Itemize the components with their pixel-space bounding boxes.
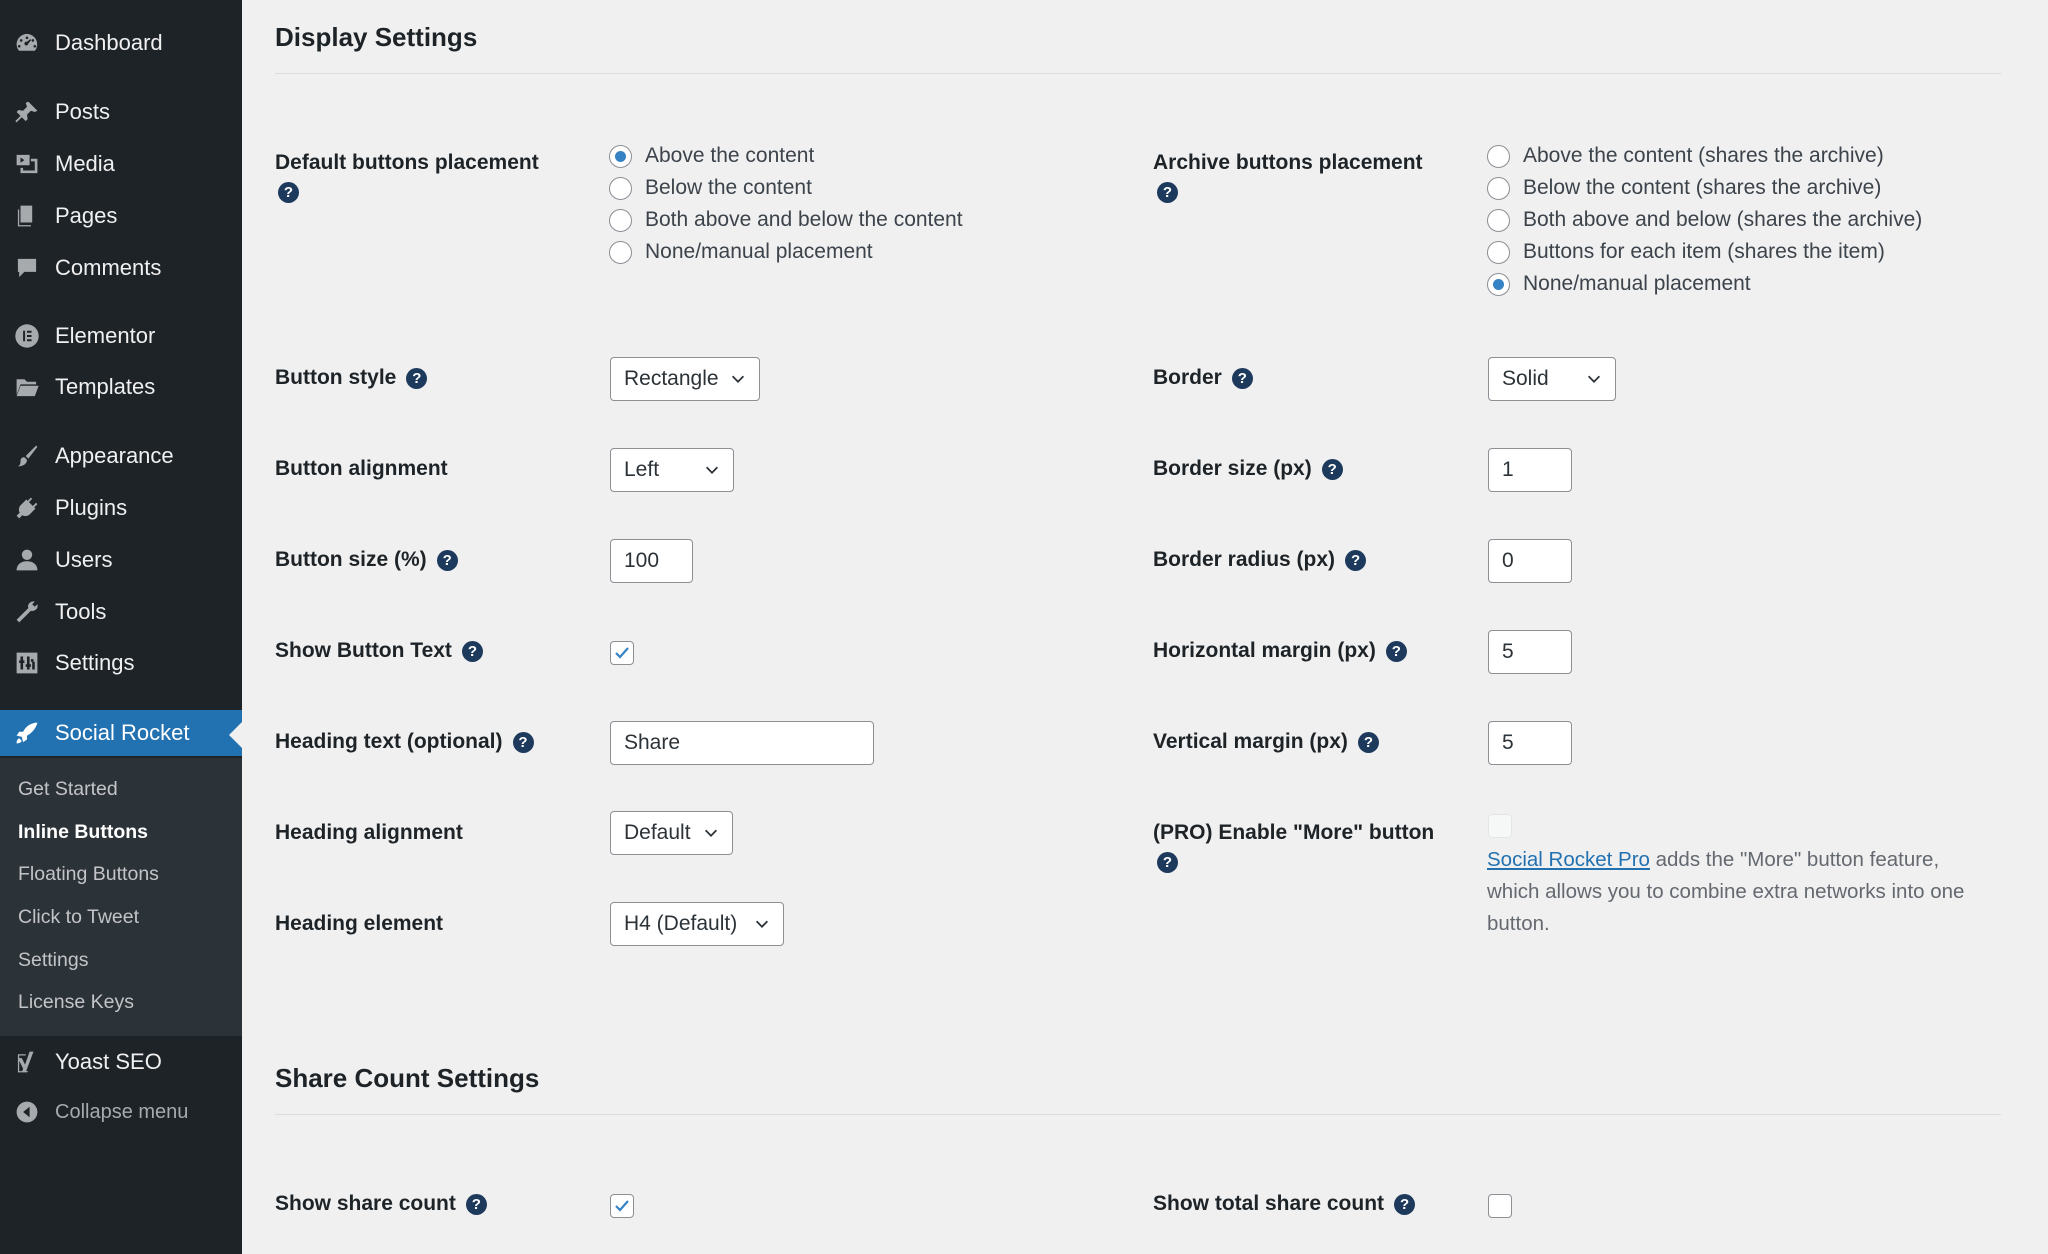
label-text: Heading text (optional) bbox=[275, 730, 503, 753]
submenu-get-started[interactable]: Get Started bbox=[18, 778, 118, 800]
border-size-label bbox=[1153, 457, 1343, 481]
submenu-settings[interactable]: Settings bbox=[18, 949, 89, 971]
sidebar-item-label: Posts bbox=[55, 99, 111, 124]
select-value: Default bbox=[624, 821, 691, 844]
border-radius-input[interactable] bbox=[1488, 539, 1572, 583]
horizontal-margin-label bbox=[1153, 639, 1407, 663]
label-text: Heading element bbox=[275, 912, 444, 935]
label-text: Horizontal margin (px) bbox=[1153, 639, 1376, 662]
show-total-share-count-label bbox=[1153, 1192, 1415, 1216]
media-icon bbox=[13, 150, 41, 178]
main-content bbox=[275, 0, 2048, 1254]
select-value: Left bbox=[624, 458, 660, 481]
sidebar-item-users[interactable] bbox=[0, 538, 242, 582]
label-text: Show Button Text bbox=[275, 639, 452, 662]
section-title-share-count: Share Count Settings bbox=[275, 1063, 540, 1093]
sidebar-item-label: Social Rocket bbox=[55, 720, 190, 745]
sidebar-item-label: Plugins bbox=[55, 495, 128, 520]
sidebar-item-plugins[interactable] bbox=[0, 486, 242, 530]
radio-label: Above the content bbox=[645, 144, 815, 167]
show-button-text-label bbox=[275, 639, 483, 663]
wrench-icon bbox=[13, 598, 41, 626]
label-text: Button style bbox=[275, 366, 397, 389]
section-divider bbox=[275, 1114, 2001, 1115]
social-rocket-pro-link[interactable]: Social Rocket Pro bbox=[1487, 848, 1650, 871]
show-share-count-label bbox=[275, 1192, 487, 1216]
heading-text-input[interactable] bbox=[610, 721, 874, 765]
collapse-icon bbox=[13, 1098, 41, 1126]
sidebar-item-label: Templates bbox=[55, 374, 156, 399]
sidebar-item-label: Pages bbox=[55, 203, 118, 228]
radio-label: None/manual placement bbox=[1523, 272, 1751, 295]
sidebar-item-label: Yoast SEO bbox=[55, 1049, 162, 1074]
vertical-margin-label bbox=[1153, 730, 1379, 754]
pro-description-text: adds the "More" button feature, which allows you to combine extra networks into one button. bbox=[1487, 848, 1965, 935]
social-rocket-submenu bbox=[0, 758, 242, 1036]
help-icon[interactable]: ? bbox=[1157, 852, 1178, 873]
radio-button[interactable] bbox=[609, 177, 632, 200]
select-value: Rectangle bbox=[624, 367, 719, 390]
section-title-display-settings: Display Settings bbox=[275, 22, 478, 52]
help-icon[interactable]: ? bbox=[1322, 459, 1343, 480]
sidebar-item-label: Users bbox=[55, 547, 113, 572]
radio-archive-above[interactable] bbox=[1487, 144, 1884, 168]
help-icon[interactable]: ? bbox=[1345, 550, 1366, 571]
button-alignment-select[interactable] bbox=[610, 448, 734, 492]
show-share-count-checkbox[interactable] bbox=[610, 1194, 634, 1218]
pages-icon bbox=[13, 202, 41, 230]
help-icon[interactable]: ? bbox=[466, 1194, 487, 1215]
radio-button[interactable] bbox=[609, 145, 632, 168]
label-text: Border radius (px) bbox=[1153, 548, 1336, 571]
select-value: H4 (Default) bbox=[624, 912, 738, 935]
help-icon[interactable]: ? bbox=[462, 641, 483, 662]
radio-default-above[interactable] bbox=[609, 144, 814, 168]
dashboard-icon bbox=[13, 29, 41, 57]
button-style-label bbox=[275, 366, 427, 390]
help-icon[interactable]: ? bbox=[1394, 1194, 1415, 1215]
radio-button[interactable] bbox=[609, 209, 632, 232]
radio-default-none[interactable] bbox=[609, 240, 873, 264]
label-text: Border bbox=[1153, 366, 1222, 389]
radio-archive-none[interactable] bbox=[1487, 272, 1751, 296]
admin-sidebar bbox=[0, 0, 242, 1254]
chevron-down-icon bbox=[702, 824, 720, 842]
sidebar-item-appearance[interactable] bbox=[0, 434, 242, 478]
sidebar-item-yoast-seo[interactable] bbox=[0, 1040, 242, 1084]
label-text: Show share count bbox=[275, 1192, 456, 1215]
radio-archive-both[interactable] bbox=[1487, 208, 1922, 232]
label-text: Button alignment bbox=[275, 457, 448, 480]
vertical-margin-input[interactable] bbox=[1488, 721, 1572, 765]
folder-icon bbox=[13, 373, 41, 401]
sidebar-item-posts[interactable] bbox=[0, 90, 242, 134]
radio-label: Buttons for each item (shares the item) bbox=[1523, 240, 1885, 263]
pin-icon bbox=[13, 98, 41, 126]
radio-default-both[interactable] bbox=[609, 208, 963, 232]
sidebar-item-dashboard[interactable] bbox=[0, 21, 242, 65]
yoast-icon bbox=[13, 1048, 41, 1076]
comments-icon bbox=[13, 254, 41, 282]
radio-label: Below the content bbox=[645, 176, 812, 199]
default-placement-label: Default buttons placement bbox=[275, 151, 539, 174]
label-text: Button size (%) bbox=[275, 548, 427, 571]
label-text: Heading alignment bbox=[275, 821, 463, 844]
show-button-text-checkbox[interactable] bbox=[610, 641, 634, 665]
label-text: Show total share count bbox=[1153, 1192, 1385, 1215]
help-icon[interactable]: ? bbox=[1386, 641, 1407, 662]
button-size-label bbox=[275, 548, 458, 572]
button-style-select[interactable] bbox=[610, 357, 760, 401]
chevron-down-icon bbox=[753, 915, 771, 933]
brush-icon bbox=[13, 442, 41, 470]
border-radius-label bbox=[1153, 548, 1366, 572]
sidebar-item-label: Comments bbox=[55, 255, 162, 280]
chevron-down-icon bbox=[1585, 370, 1603, 388]
chevron-down-icon bbox=[703, 461, 721, 479]
sidebar-item-label: Appearance bbox=[55, 443, 174, 468]
label-text: Border size (px) bbox=[1153, 457, 1312, 480]
label-text: Vertical margin (px) bbox=[1153, 730, 1348, 753]
help-icon[interactable]: ? bbox=[1157, 182, 1178, 203]
chevron-down-icon bbox=[729, 370, 747, 388]
elementor-icon bbox=[13, 322, 41, 350]
sidebar-item-label: Dashboard bbox=[55, 30, 163, 55]
more-button-label: (PRO) Enable "More" button bbox=[1153, 821, 1435, 844]
more-button-checkbox[interactable] bbox=[1488, 814, 1512, 838]
heading-alignment-label bbox=[275, 821, 463, 845]
user-icon bbox=[13, 546, 41, 574]
section-divider bbox=[275, 73, 2001, 74]
plugin-icon bbox=[13, 494, 41, 522]
help-icon[interactable]: ? bbox=[1358, 732, 1379, 753]
radio-button[interactable] bbox=[1487, 209, 1510, 232]
sidebar-item-label: Media bbox=[55, 151, 115, 176]
rocket-icon bbox=[13, 719, 41, 747]
sidebar-item-social-rocket[interactable] bbox=[0, 710, 242, 756]
help-icon[interactable]: ? bbox=[406, 368, 427, 389]
border-select[interactable] bbox=[1488, 357, 1616, 401]
heading-alignment-select[interactable] bbox=[610, 811, 733, 855]
radio-label: Both above and below the content bbox=[645, 208, 963, 231]
radio-label: Above the content (shares the archive) bbox=[1523, 144, 1884, 167]
collapse-menu-button[interactable] bbox=[0, 1090, 242, 1134]
heading-text-label bbox=[275, 730, 534, 754]
border-size-input[interactable] bbox=[1488, 448, 1572, 492]
submenu-inline-buttons[interactable]: Inline Buttons bbox=[18, 821, 148, 843]
radio-label: Below the content (shares the archive) bbox=[1523, 176, 1882, 199]
help-icon[interactable]: ? bbox=[513, 732, 534, 753]
submenu-click-to-tweet[interactable]: Click to Tweet bbox=[18, 906, 140, 928]
radio-label: Both above and below (shares the archive) bbox=[1523, 208, 1923, 231]
radio-button[interactable] bbox=[1487, 241, 1510, 264]
radio-button[interactable] bbox=[609, 241, 632, 264]
button-alignment-label bbox=[275, 457, 448, 481]
checkmark-icon bbox=[612, 1196, 632, 1216]
sidebar-item-label: Settings bbox=[55, 650, 135, 675]
checkmark-icon bbox=[612, 643, 632, 663]
sidebar-item-pages[interactable] bbox=[0, 194, 242, 238]
show-total-share-count-checkbox[interactable] bbox=[1488, 1194, 1512, 1218]
heading-element-label bbox=[275, 912, 443, 936]
radio-button[interactable] bbox=[1487, 177, 1510, 200]
radio-archive-below[interactable] bbox=[1487, 176, 1881, 200]
border-label bbox=[1153, 366, 1253, 390]
sidebar-item-templates[interactable] bbox=[0, 365, 242, 409]
button-size-input[interactable] bbox=[610, 539, 693, 583]
radio-label: None/manual placement bbox=[645, 240, 873, 263]
help-icon[interactable]: ? bbox=[278, 182, 299, 203]
radio-button[interactable] bbox=[1487, 145, 1510, 168]
archive-placement-label: Archive buttons placement bbox=[1153, 151, 1423, 174]
sidebar-item-comments[interactable] bbox=[0, 246, 242, 290]
sidebar-item-settings[interactable] bbox=[0, 641, 242, 685]
submenu-license-keys[interactable]: License Keys bbox=[18, 991, 134, 1013]
sidebar-item-elementor[interactable] bbox=[0, 314, 242, 358]
settings-icon bbox=[13, 649, 41, 677]
submenu-floating-buttons[interactable]: Floating Buttons bbox=[18, 863, 159, 885]
sidebar-item-tools[interactable] bbox=[0, 590, 242, 634]
radio-archive-each[interactable] bbox=[1487, 240, 1885, 264]
select-value: Solid bbox=[1502, 367, 1549, 390]
radio-button[interactable] bbox=[1487, 273, 1510, 296]
horizontal-margin-input[interactable] bbox=[1488, 630, 1572, 674]
radio-default-below[interactable] bbox=[609, 176, 812, 200]
help-icon[interactable]: ? bbox=[437, 550, 458, 571]
sidebar-item-label: Collapse menu bbox=[55, 1100, 189, 1123]
heading-element-select[interactable] bbox=[610, 902, 784, 946]
sidebar-item-label: Tools bbox=[55, 599, 107, 624]
sidebar-item-label: Elementor bbox=[55, 323, 156, 348]
active-menu-arrow bbox=[229, 722, 242, 748]
more-button-description bbox=[1487, 844, 1987, 940]
sidebar-item-media[interactable] bbox=[0, 142, 242, 186]
help-icon[interactable]: ? bbox=[1232, 368, 1253, 389]
